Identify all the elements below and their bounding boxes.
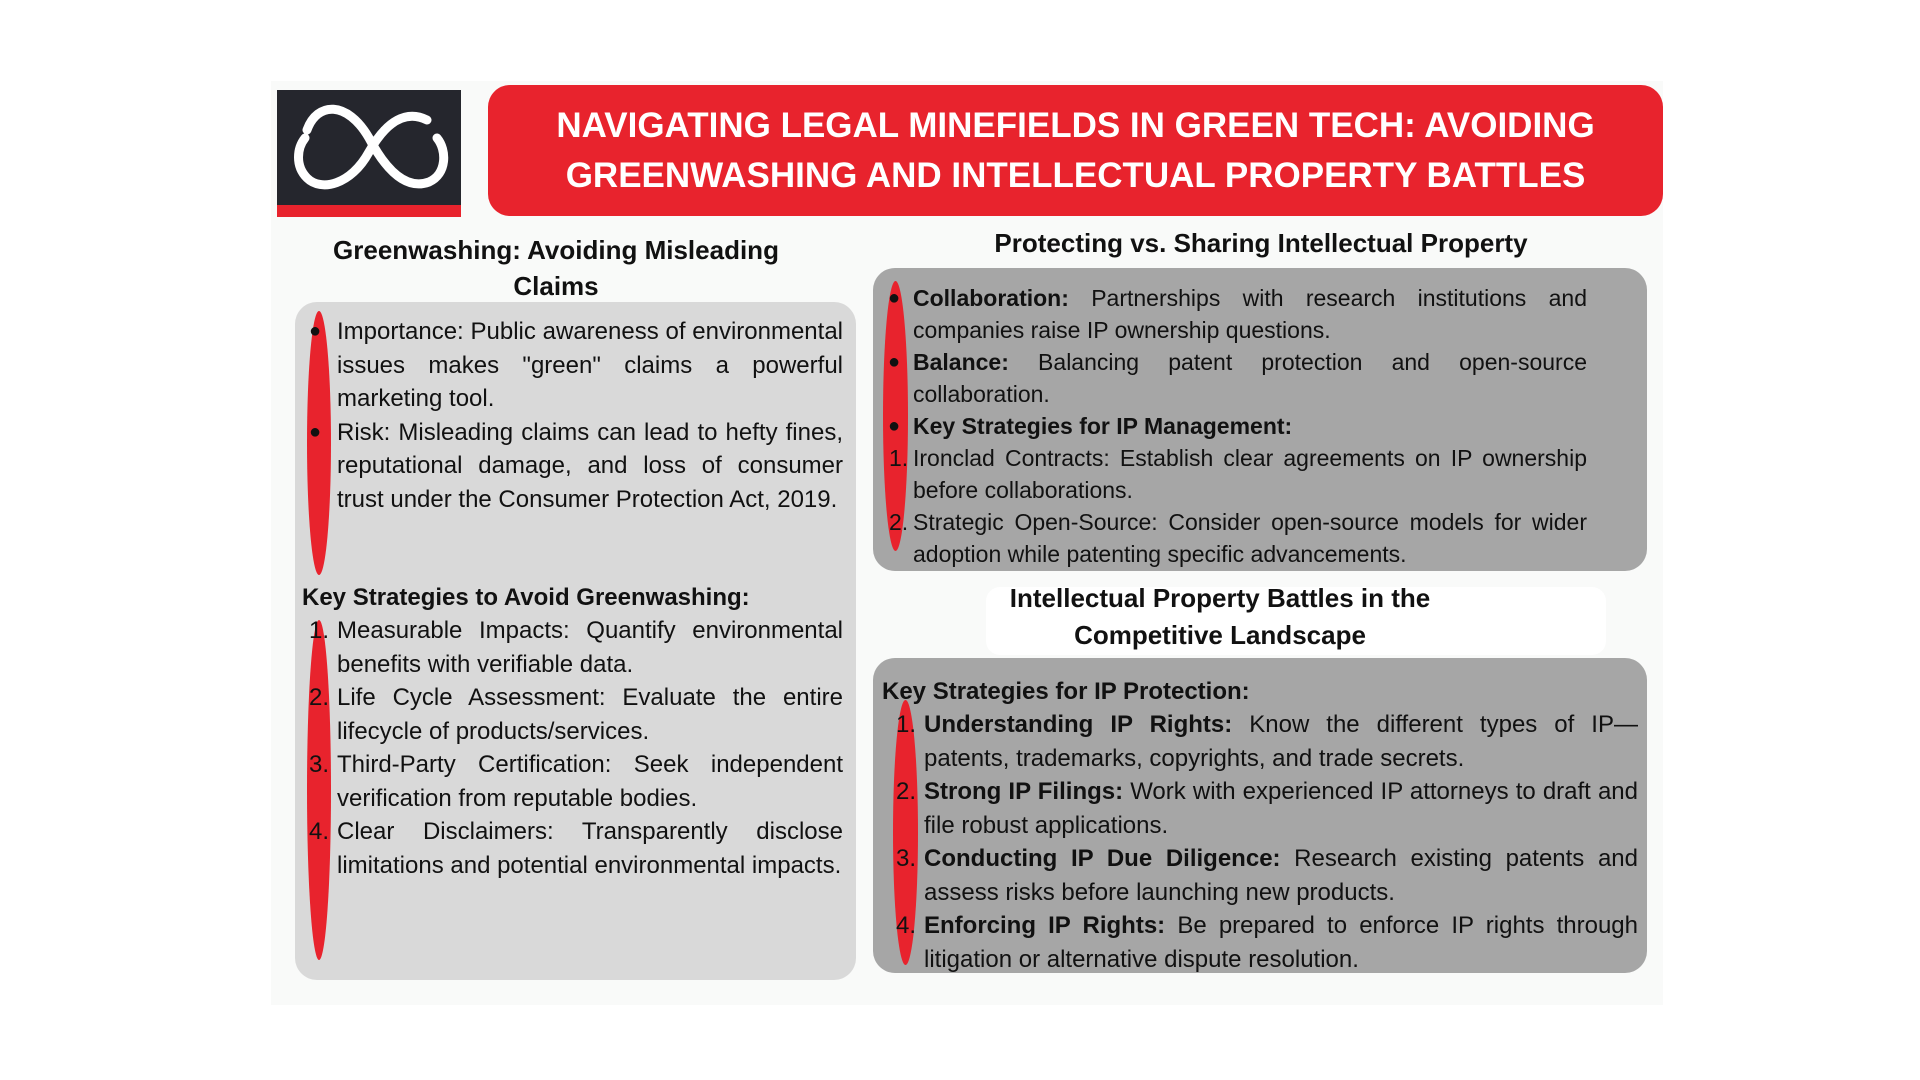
list-label: Conducting IP Due Diligence: xyxy=(924,845,1281,872)
list-text: Third-Party Certification: Seek independent verification from reputable bodies. xyxy=(337,751,843,812)
list-item xyxy=(896,775,1638,842)
list-label: Strong IP Filings: xyxy=(924,778,1124,805)
bullet-label: Balance: xyxy=(913,349,1009,375)
list-text: Work with experienced IP attorneys to draft and file robust applications. xyxy=(924,778,1638,839)
list-text: Strategic Open-Source: Consider open-source models for wider adoption while patenting specific advancements. xyxy=(913,509,1587,567)
list-item xyxy=(896,842,1638,909)
bullet-label: Key Strategies for IP Management: xyxy=(913,413,1293,439)
list-label: Understanding IP Rights: xyxy=(924,711,1233,738)
battles-heading-line-1: Intellectual Property Battles in the xyxy=(1009,583,1431,613)
list-item xyxy=(889,506,1587,570)
list-number: 2. xyxy=(889,509,909,535)
greenwashing-bullets xyxy=(309,315,843,516)
list-item xyxy=(309,815,843,882)
battles-heading xyxy=(960,580,1480,654)
bullet-icon: ● xyxy=(309,420,322,443)
battles-strategies-heading: Key Strategies for IP Protection: xyxy=(882,678,1250,705)
list-number: 1. xyxy=(309,617,330,644)
greenwashing-strategies-heading: Key Strategies to Avoid Greenwashing: xyxy=(302,584,750,611)
list-item xyxy=(896,909,1639,976)
list-item xyxy=(888,346,1587,410)
list-text: Research existing patents and assess risks before launching new products. xyxy=(924,845,1638,906)
list-text: Ironclad Contracts: Establish clear agreements on IP ownership before collaborations. xyxy=(913,445,1587,503)
bullet-label: Collaboration: xyxy=(913,285,1069,311)
bullet-icon: ● xyxy=(888,351,901,373)
greenwashing-heading xyxy=(300,232,812,304)
bullet-icon: ● xyxy=(309,320,322,342)
list-number: 2. xyxy=(309,684,330,711)
list-item xyxy=(309,416,843,517)
list-item xyxy=(896,708,1638,775)
title-line-1: NAVIGATING LEGAL MINEFIELDS IN GREEN TECH: AVOIDING xyxy=(556,105,1595,145)
protecting-heading: Protecting vs. Sharing Intellectual Property xyxy=(994,228,1528,258)
title-line-2: GREENWASHING AND INTELLECTUAL PROPERTY BATTLES xyxy=(565,155,1586,195)
list-text: Measurable Impacts: Quantify environmental benefits with verifiable data. xyxy=(337,617,843,678)
title-banner xyxy=(488,85,1663,216)
greenwashing-strategies xyxy=(309,614,843,882)
list-item xyxy=(889,442,1587,506)
bullet-icon: ● xyxy=(888,287,901,309)
list-number: 4. xyxy=(896,912,917,939)
list-text: Life Cycle Assessment: Evaluate the entire lifecycle of products/services. xyxy=(337,684,843,745)
battles-heading-line-2: Competitive Landscape xyxy=(1074,620,1366,650)
list-number: 1. xyxy=(889,445,909,471)
bullet-text: Risk: Misleading claims can lead to hefty fines, reputational damage, and loss of consumer trust under the Consumer Protection Act, 2019. xyxy=(337,418,843,513)
list-number: 1. xyxy=(896,711,917,738)
greenwashing-heading-line-2: Claims xyxy=(513,271,599,301)
bullet-icon: ● xyxy=(888,415,901,437)
company-logo xyxy=(277,90,461,217)
list-item xyxy=(309,614,843,681)
bullet-text: Importance: Public awareness of environmental issues makes "green" claims a powerful marketing tool. xyxy=(337,318,843,412)
list-label: Enforcing IP Rights: xyxy=(924,912,1166,939)
list-item xyxy=(888,282,1587,346)
greenwashing-heading-line-1: Greenwashing: Avoiding Misleading xyxy=(333,235,779,265)
list-number: 3. xyxy=(896,845,917,872)
list-number: 4. xyxy=(309,818,330,845)
list-item xyxy=(309,681,843,748)
list-item xyxy=(888,410,1587,442)
bullet-text: Partnerships with research institutions and companies raise IP ownership questions. xyxy=(913,285,1587,343)
list-item xyxy=(309,315,843,416)
battles-strategies xyxy=(896,708,1639,976)
list-text: Know the different types of IP—patents, trademarks, copyrights, and trade secrets. xyxy=(924,711,1638,772)
bullet-text: Balancing patent protection and open-source collaboration. xyxy=(913,349,1587,407)
infinity-logo-icon xyxy=(277,90,461,205)
list-number: 3. xyxy=(309,751,330,778)
list-number: 2. xyxy=(896,778,917,805)
list-text: Be prepared to enforce IP rights through litigation or alternative dispute resolution. xyxy=(924,912,1639,973)
protecting-list xyxy=(888,282,1587,570)
list-item xyxy=(309,748,843,815)
greenwashing-strategies-accent xyxy=(307,620,331,960)
list-text: Clear Disclaimers: Transparently disclose limitations and potential environmental impacts. xyxy=(337,818,843,879)
